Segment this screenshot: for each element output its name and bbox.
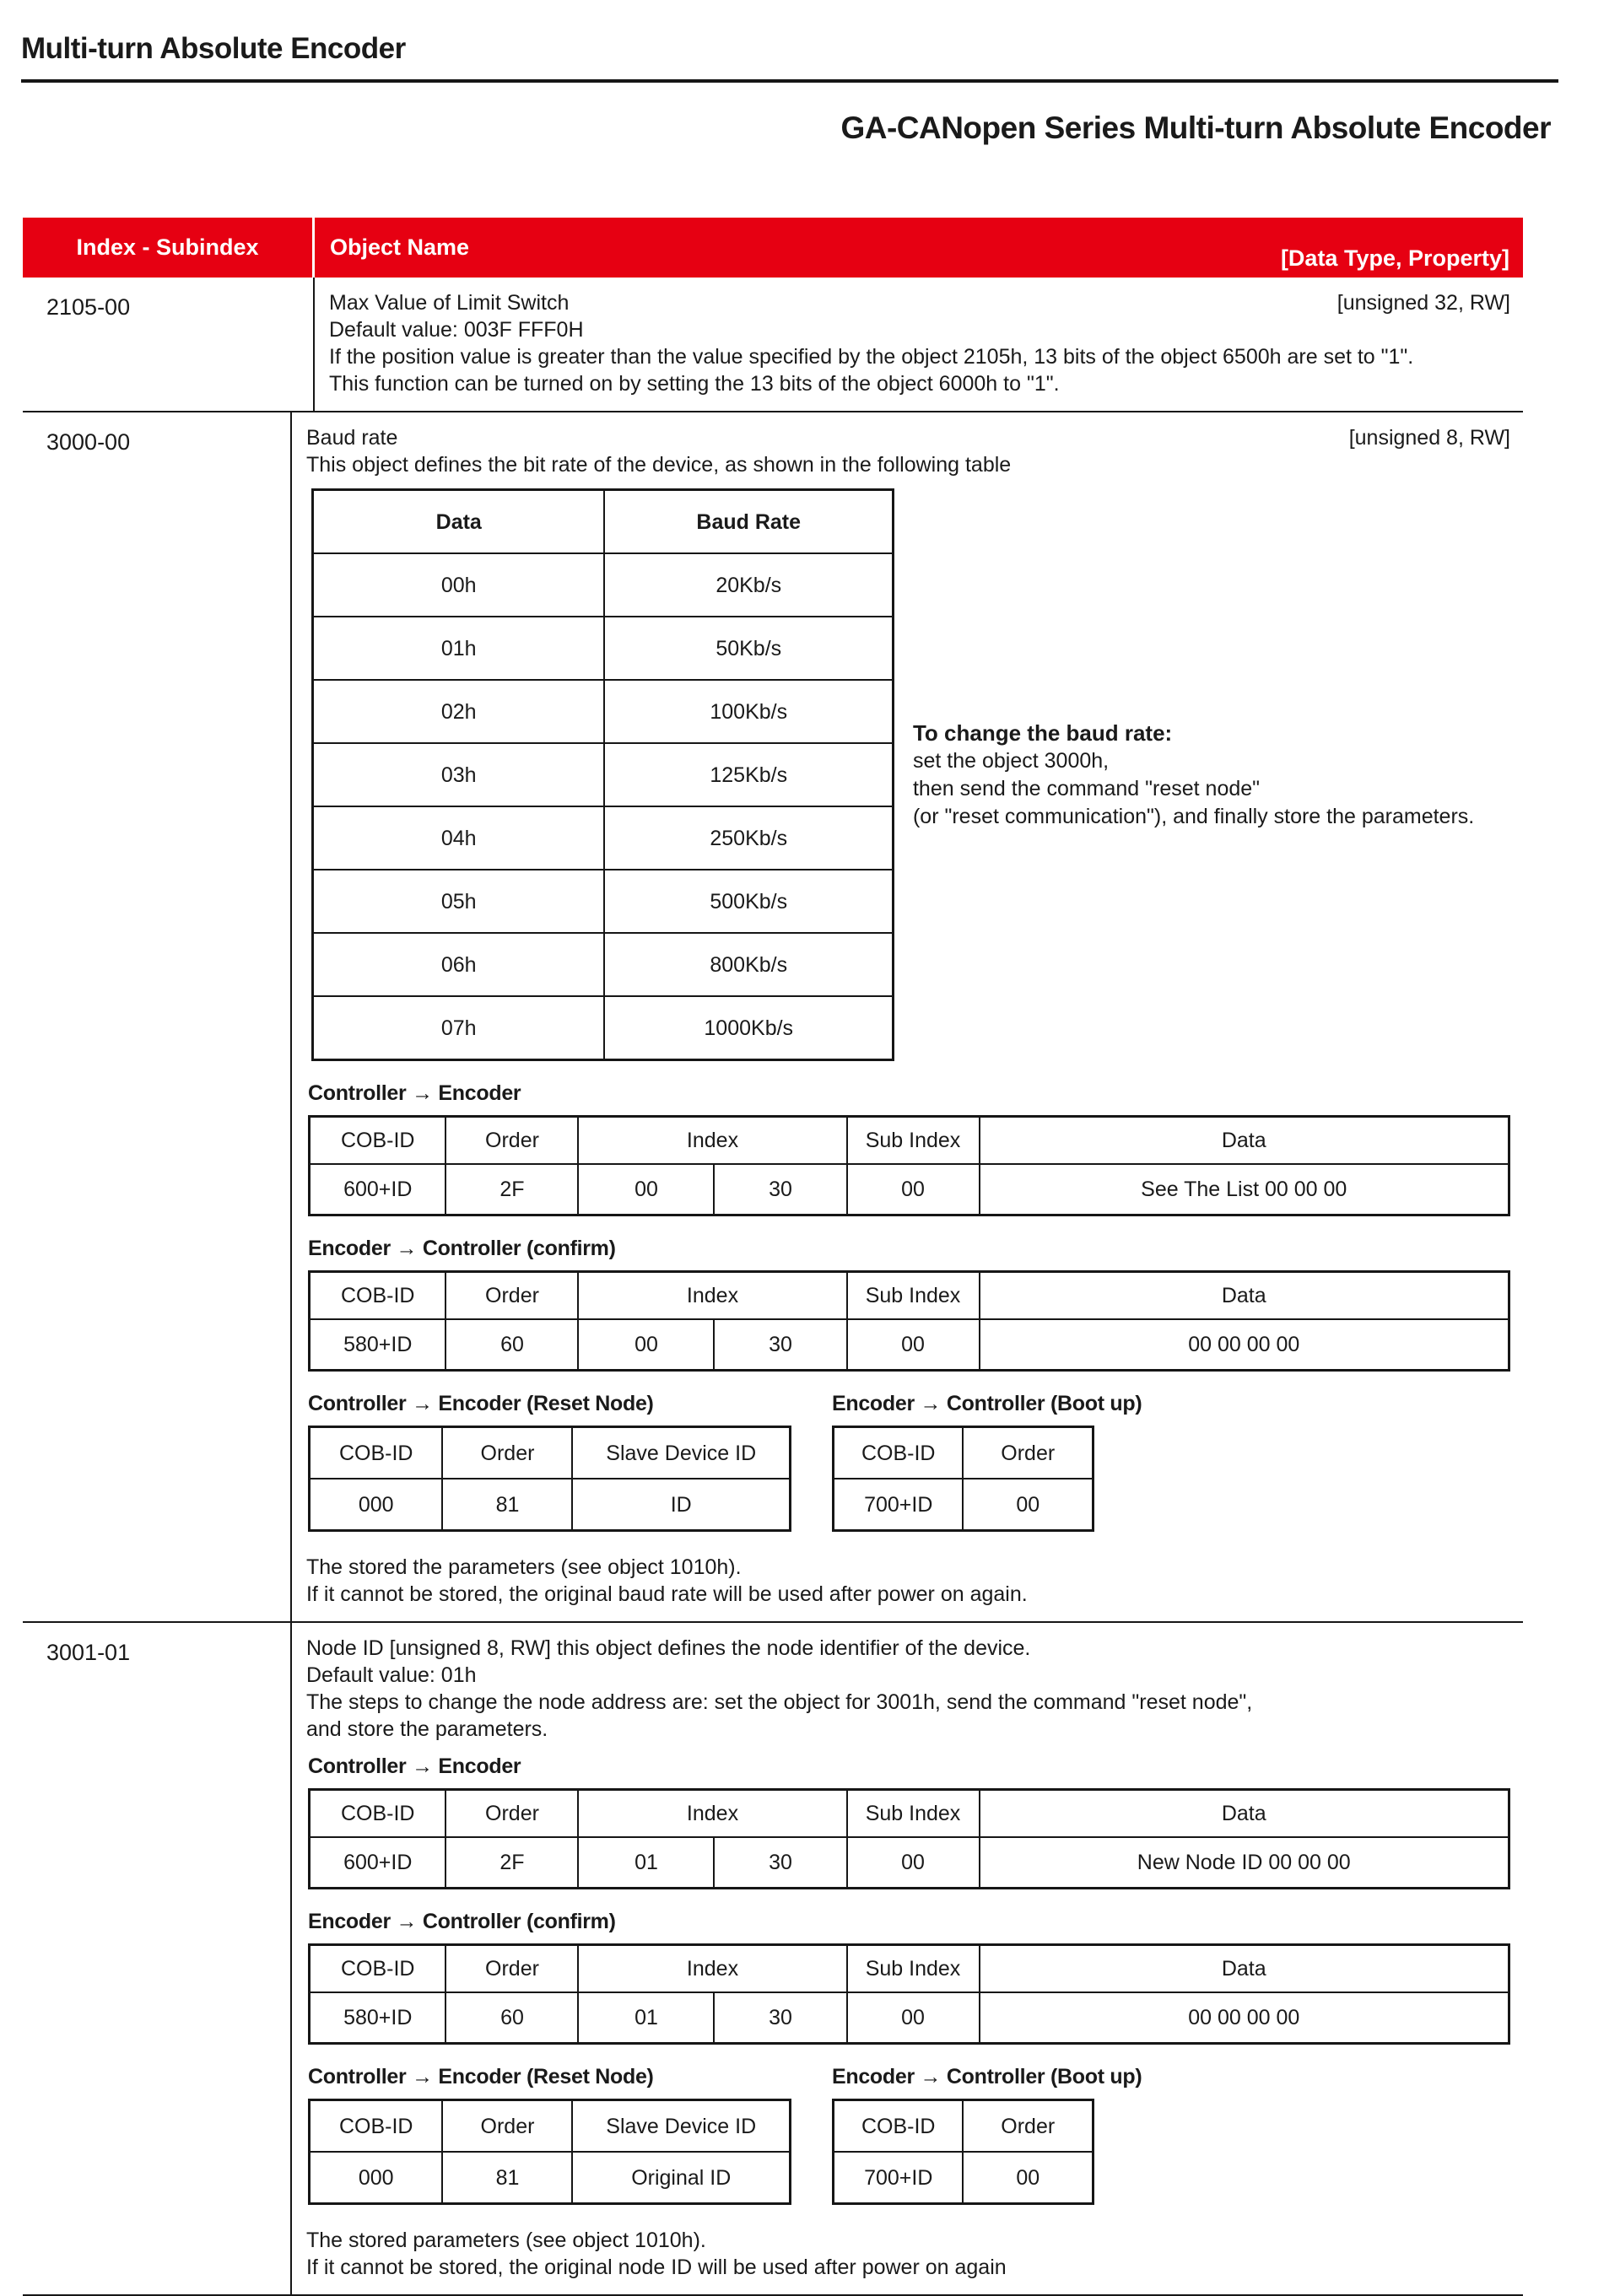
baud-rate: 50Kb/s: [604, 617, 893, 680]
col-data: Data: [980, 1945, 1509, 1993]
title-rule: [21, 79, 1558, 83]
baud-data: 01h: [312, 617, 604, 680]
order-value: 00: [963, 1479, 1093, 1531]
baud-rate: 500Kb/s: [604, 870, 893, 933]
data-type: [unsigned 32, RW]: [1336, 291, 1510, 315]
col-sub-index: Sub Index: [847, 1272, 980, 1320]
baud-row: [312, 996, 893, 1060]
order-value: 60: [446, 1992, 578, 2044]
baud-data: 07h: [312, 996, 604, 1060]
data-type: [unsigned 8, RW]: [1348, 426, 1510, 450]
col-order: Order: [446, 1790, 578, 1838]
sdo-data-row: [309, 1319, 1509, 1371]
sdo-data-row: [309, 1164, 1509, 1215]
col-cob-id: COB-ID: [309, 1790, 446, 1838]
reset-node-table: [308, 2099, 791, 2205]
object-name: Baud rate: [305, 426, 398, 450]
mini-data-row: [833, 1479, 1093, 1531]
order-value: 81: [442, 2152, 572, 2204]
reset-boot-block: [306, 1390, 1510, 1532]
col-order: Order: [963, 1427, 1093, 1479]
note-line: set the object 3000h,: [912, 748, 1110, 773]
baud-row: [312, 933, 893, 996]
baud-col-data: Data: [312, 490, 604, 554]
col-order: Order: [442, 2100, 572, 2153]
col-index: Index: [578, 1272, 846, 1320]
col-sub-index: Sub Index: [847, 1117, 980, 1165]
col-order: Order: [963, 2100, 1093, 2153]
label-controller-to-encoder-reset: Controller → Encoder (Reset Node): [307, 1392, 654, 1415]
baud-row: [312, 617, 893, 680]
order-value: 60: [446, 1319, 578, 1371]
baud-row: [312, 743, 893, 806]
col-data: Data: [980, 1790, 1509, 1838]
mini-header-row: [833, 1427, 1093, 1479]
col-order: Order: [446, 1117, 578, 1165]
col-data: Data: [980, 1117, 1509, 1165]
reset-node-block: [306, 1390, 791, 1532]
cob-id-value: 700+ID: [833, 2152, 963, 2204]
col-slave-device-id: Slave Device ID: [572, 1427, 790, 1479]
cob-id-value: 580+ID: [309, 1319, 446, 1371]
sub-index-value: 00: [847, 1992, 980, 2044]
col-sub-index: Sub Index: [847, 1790, 980, 1838]
text-line: Default value: 01h: [305, 1663, 477, 1687]
mini-data-row: [309, 1479, 790, 1531]
boot-up-table: [832, 1426, 1094, 1532]
slave-id-value: Original ID: [572, 2152, 790, 2204]
header-right: [315, 218, 1523, 278]
table-header-row: [23, 218, 1523, 278]
page-subtitle: GA-CANopen Series Multi-turn Absolute Encoder: [840, 110, 1551, 145]
label-controller-to-encoder: Controller → Encoder: [307, 1754, 521, 1778]
baud-rate: 800Kb/s: [604, 933, 893, 996]
baud-rate: 125Kb/s: [604, 743, 893, 806]
label-controller-to-encoder: Controller → Encoder: [307, 1081, 521, 1105]
label-encoder-to-controller-boot: Encoder → Controller (Boot up): [831, 1392, 1142, 1415]
header-object-name: Object Name: [330, 234, 470, 260]
cob-id-value: 600+ID: [309, 1164, 446, 1215]
mini-data-row: [309, 2152, 790, 2204]
text-line: Default value: 003F FFF0H: [329, 318, 584, 342]
text-line: If the position value is greater than the value specified by the object 2105h, 13 bits of the object 6500h are set to "1".: [329, 345, 1414, 369]
note-line: (or "reset communication"), and finally store the parameters.: [912, 804, 1475, 828]
baud-rate: 250Kb/s: [604, 806, 893, 870]
baud-row: [312, 806, 893, 870]
index-hi-value: 30: [714, 1837, 846, 1889]
index-cell: [23, 278, 315, 411]
cob-id-value: 580+ID: [309, 1992, 446, 2044]
text-line: This function can be turned on by setting the 13 bits of the object 6000h to "1".: [329, 372, 1060, 396]
section-2105: [23, 278, 1523, 412]
encoder-to-controller-confirm-table: [308, 1943, 1510, 2045]
col-index: Index: [578, 1790, 846, 1838]
boot-up-block: [830, 2063, 1142, 2205]
cob-id-value: 700+ID: [833, 1479, 963, 1531]
sub-index-value: 00: [847, 1837, 980, 1889]
col-slave-device-id: Slave Device ID: [572, 2100, 790, 2153]
col-cob-id: COB-ID: [833, 1427, 963, 1479]
order-value: 81: [442, 1479, 572, 1531]
stored-note-line: The stored parameters (see object 1010h).: [305, 2229, 706, 2252]
label-encoder-to-controller-boot: Encoder → Controller (Boot up): [831, 2065, 1142, 2088]
object-name: Max Value of Limit Switch: [329, 291, 570, 315]
col-cob-id: COB-ID: [309, 1945, 446, 1993]
stored-note-line: If it cannot be stored, the original baud rate will be used after power on again.: [305, 1582, 1028, 1606]
baud-rate: 100Kb/s: [604, 680, 893, 743]
stored-note-line: If it cannot be stored, the original node ID will be used after power on again: [305, 2256, 1007, 2279]
cob-id-value: 000: [309, 2152, 442, 2204]
sdo-header-row: [309, 1117, 1509, 1165]
col-order: Order: [442, 1427, 572, 1479]
sub-index-value: 00: [847, 1319, 980, 1371]
baud-rate-block: [306, 488, 1510, 1061]
object-cell: [292, 1623, 1523, 2294]
index-lo-value: 01: [578, 1992, 714, 2044]
text-line: The steps to change the node address are: set the object for 3001h, send the command "reset node",: [305, 1690, 1253, 1714]
index-lo-value: 00: [578, 1164, 714, 1215]
sdo-header-row: [309, 1790, 1509, 1838]
header-data-type: [Data Type, Property]: [1280, 245, 1509, 271]
data-value: 00 00 00 00: [980, 1319, 1509, 1371]
header-index-subindex: Index - Subindex: [23, 218, 315, 278]
note-title: To change the baud rate:: [912, 720, 1173, 746]
object-head: [306, 424, 1510, 451]
index-hi-value: 30: [714, 1319, 846, 1371]
order-value: 2F: [446, 1164, 578, 1215]
baud-rate: 20Kb/s: [604, 553, 893, 617]
index-cell: [23, 1623, 292, 2294]
label-controller-to-encoder-reset: Controller → Encoder (Reset Node): [307, 2065, 654, 2088]
section-3001: [23, 1623, 1523, 2296]
text-line: and store the parameters.: [305, 1717, 548, 1741]
index-cell: [23, 412, 292, 1621]
baud-data: 06h: [312, 933, 604, 996]
controller-to-encoder-table: [308, 1115, 1510, 1216]
baud-data: 04h: [312, 806, 604, 870]
document-header: [0, 0, 1620, 148]
baud-data: 03h: [312, 743, 604, 806]
baud-change-note: [913, 720, 1474, 831]
data-value: New Node ID 00 00 00: [980, 1837, 1509, 1889]
index-lo-value: 01: [578, 1837, 714, 1889]
object-cell: [315, 278, 1523, 411]
objects-table: [23, 218, 1523, 2296]
col-data: Data: [980, 1272, 1509, 1320]
encoder-to-controller-confirm-table: [308, 1270, 1510, 1372]
baud-col-rate: Baud Rate: [604, 490, 893, 554]
page-title: Multi-turn Absolute Encoder: [21, 32, 406, 65]
note-line: then send the command "reset node": [912, 776, 1261, 800]
cob-id-value: 600+ID: [309, 1837, 446, 1889]
cob-id-value: 000: [309, 1479, 442, 1531]
object-head: [329, 289, 1510, 316]
reset-node-block: [306, 2063, 791, 2205]
col-order: Order: [446, 1945, 578, 1993]
index-lo-value: 00: [578, 1319, 714, 1371]
sdo-header-row: [309, 1945, 1509, 1993]
text-line: Node ID [unsigned 8, RW] this object defines the node identifier of the device.: [305, 1636, 1031, 1660]
data-value: See The List 00 00 00: [980, 1164, 1509, 1215]
mini-data-row: [833, 2152, 1093, 2204]
data-value: 00 00 00 00: [980, 1992, 1509, 2044]
index-value: 3001-01: [46, 1640, 131, 1665]
col-index: Index: [578, 1945, 846, 1993]
col-cob-id: COB-ID: [309, 2100, 442, 2153]
index-value: 2105-00: [46, 294, 131, 320]
col-cob-id: COB-ID: [309, 1117, 446, 1165]
reset-node-table: [308, 1426, 791, 1532]
col-index: Index: [578, 1117, 846, 1165]
baud-row: [312, 870, 893, 933]
baud-rate-table: [311, 488, 894, 1061]
sdo-header-row: [309, 1272, 1509, 1320]
reset-boot-block: [306, 2063, 1510, 2205]
col-sub-index: Sub Index: [847, 1945, 980, 1993]
baud-data: 02h: [312, 680, 604, 743]
section-3000: [23, 412, 1523, 1623]
text-line: This object defines the bit rate of the device, as shown in the following table: [305, 453, 1012, 477]
baud-data: 05h: [312, 870, 604, 933]
index-hi-value: 30: [714, 1992, 846, 2044]
col-cob-id: COB-ID: [833, 2100, 963, 2153]
mini-header-row: [833, 2100, 1093, 2153]
slave-id-value: ID: [572, 1479, 790, 1531]
index-hi-value: 30: [714, 1164, 846, 1215]
boot-up-table: [832, 2099, 1094, 2205]
col-cob-id: COB-ID: [309, 1272, 446, 1320]
stored-note-line: The stored the parameters (see object 1010h).: [305, 1555, 742, 1579]
object-cell: [292, 412, 1523, 1621]
index-value: 3000-00: [46, 429, 131, 455]
sdo-data-row: [309, 1992, 1509, 2044]
boot-up-block: [830, 1390, 1142, 1532]
label-encoder-to-controller-confirm: Encoder → Controller (confirm): [307, 1910, 616, 1933]
sdo-data-row: [309, 1837, 1509, 1889]
col-order: Order: [446, 1272, 578, 1320]
baud-rate: 1000Kb/s: [604, 996, 893, 1060]
label-encoder-to-controller-confirm: Encoder → Controller (confirm): [307, 1237, 616, 1260]
order-value: 2F: [446, 1837, 578, 1889]
mini-header-row: [309, 1427, 790, 1479]
mini-header-row: [309, 2100, 790, 2153]
baud-row: [312, 680, 893, 743]
order-value: 00: [963, 2152, 1093, 2204]
col-cob-id: COB-ID: [309, 1427, 442, 1479]
sub-index-value: 00: [847, 1164, 980, 1215]
controller-to-encoder-table: [308, 1788, 1510, 1889]
baud-header-row: [312, 490, 893, 554]
baud-row: [312, 553, 893, 617]
baud-data: 00h: [312, 553, 604, 617]
